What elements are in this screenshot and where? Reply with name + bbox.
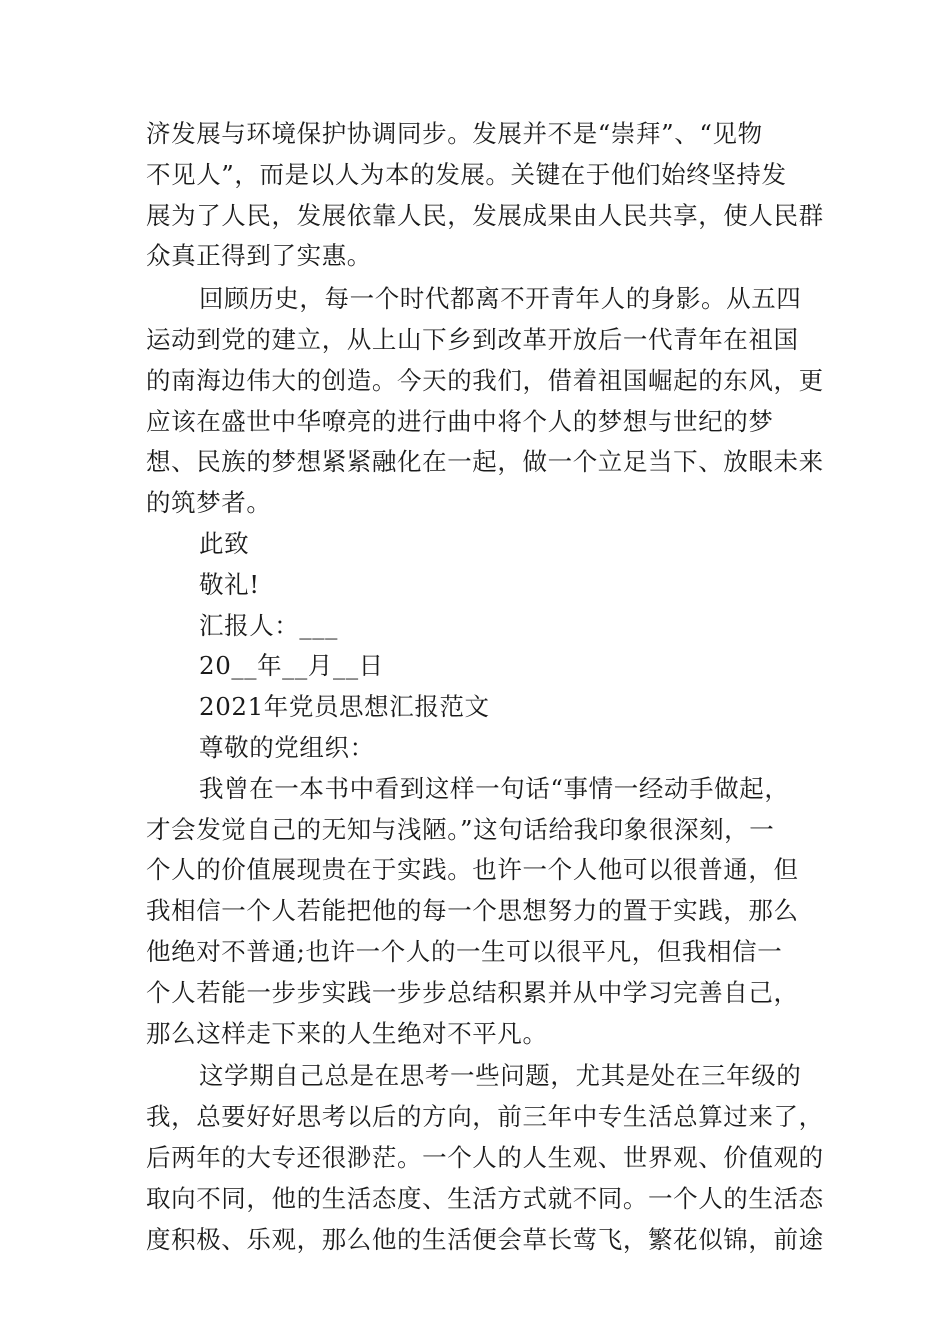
- text-line: 汇报人：___: [199, 610, 338, 640]
- closing-salutation: [146, 524, 808, 565]
- paragraph-2: [146, 279, 824, 524]
- text-line: 运动到党的建立，从上山下乡到改革开放后一代青年在祖国: [146, 324, 799, 354]
- text-line: 20__年__月__日: [199, 651, 384, 681]
- text-line: 济发展与环境保护协调同步。发展并不是“崇拜”、“见物: [146, 119, 763, 148]
- text-line: 众真正得到了实惠。: [146, 241, 372, 271]
- closing-regards: [146, 565, 808, 606]
- text-line: 不见人”，而是以人为本的发展。关键在于他们始终坚持发: [146, 159, 787, 189]
- text-line: 度积极、乐观，那么他的生活便会草长莺飞，繁花似锦，前途: [146, 1224, 824, 1254]
- text-line: 他绝对不普通;也许一个人的一生可以很平凡，但我相信一: [146, 936, 783, 966]
- text-line: 我曾在一本书中看到这样一句话“事情一经动手做起，: [199, 773, 790, 803]
- text-line: 才会发觉自己的无知与浅陋。”这句话给我印象很深刻，一: [146, 814, 775, 844]
- text-line: 那么这样走下来的人生绝对不平凡。: [146, 1018, 548, 1048]
- text-line: 后两年的大专还很渺茫。一个人的人生观、世界观、价值观的: [146, 1142, 824, 1172]
- text-line: 的南海边伟大的创造。今天的我们，借着祖国崛起的东风，更: [146, 365, 824, 395]
- text-line: 个人若能一步步实践一步步总结积累并从中学习完善自己，: [146, 977, 799, 1007]
- text-line: 取向不同，他的生活态度、生活方式就不同。一个人的生活态: [146, 1183, 824, 1213]
- text-line: 展为了人民，发展依靠人民，发展成果由人民共享，使人民群: [146, 200, 824, 230]
- text-line: 敬礼!: [199, 569, 260, 599]
- paragraph-3: [146, 769, 808, 1055]
- text-line: 2021年党员思想汇报范文: [199, 692, 490, 722]
- text-line: 我相信一个人若能把他的每一个思想努力的置于实践，那么: [146, 896, 799, 926]
- paragraph-1: [146, 114, 824, 277]
- text-line: 的筑梦者。: [146, 488, 272, 518]
- text-line: 想、民族的梦想紧紧融化在一起，做一个立足当下、放眼未来: [146, 447, 824, 477]
- section-title: [146, 687, 808, 728]
- text-line: 回顾历史，每一个时代都离不开青年人的身影。从五四: [199, 284, 802, 314]
- text-line: 个人的价值展现贵在于实践。也许一个人他可以很普通，但: [146, 855, 799, 885]
- text-line: 尊敬的党组织：: [199, 732, 375, 762]
- text-line: 这学期自己总是在思考一些问题，尤其是处在三年级的: [199, 1061, 802, 1091]
- date-line: [146, 646, 808, 687]
- text-line: 我，总要好好思考以后的方向，前三年中专生活总算过来了，: [146, 1102, 824, 1132]
- text-line: 应该在盛世中华嘹亮的进行曲中将个人的梦想与世纪的梦: [146, 406, 774, 436]
- greeting: [146, 728, 808, 769]
- text-line: 此致: [199, 528, 250, 558]
- reporter-line: [146, 606, 808, 647]
- paragraph-4: [146, 1056, 824, 1260]
- document-body: [146, 114, 824, 1260]
